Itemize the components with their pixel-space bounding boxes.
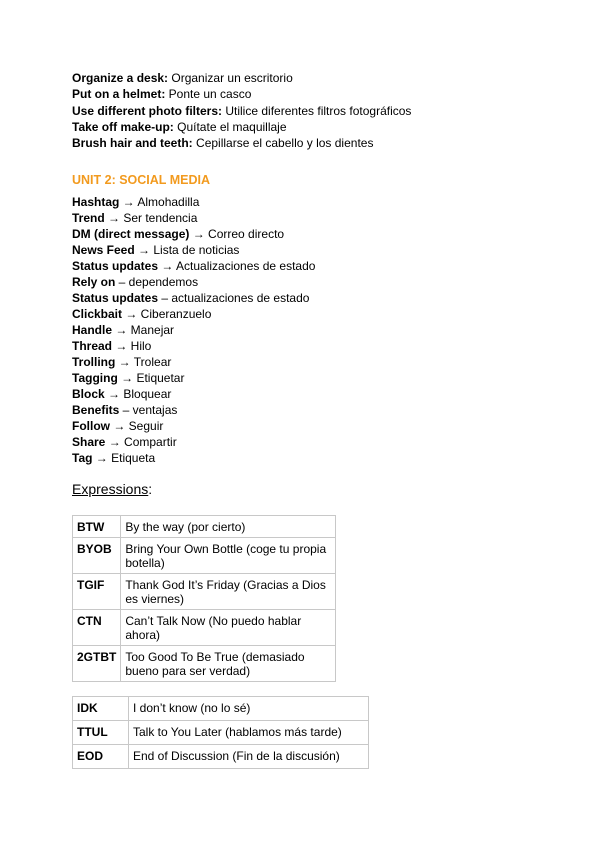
vocab-item — [72, 338, 552, 354]
abbr-cell: BTW — [73, 516, 121, 538]
document-page — [72, 70, 552, 769]
vocab-translation: → Trolear — [115, 355, 172, 370]
table-row — [73, 646, 336, 682]
table-row — [73, 610, 336, 646]
vocab-item — [72, 450, 552, 466]
vocab-translation: → Seguir — [110, 419, 164, 434]
vocab-translation: → Etiqueta — [92, 451, 156, 466]
meaning-cell: Talk to You Later (hablamos más tarde) — [129, 721, 369, 745]
vocab-term: Block — [72, 387, 105, 402]
expressions-title — [72, 480, 552, 498]
vocab-item — [72, 322, 552, 338]
vocab-item — [72, 370, 552, 386]
vocab-term: Organize a desk: — [72, 71, 169, 85]
vocab-item — [72, 210, 552, 226]
vocab-term: Take off make-up: — [72, 119, 174, 134]
vocab-translation: → Actualizaciones de estado — [158, 259, 316, 274]
vocab-item — [72, 242, 552, 258]
abbr-cell: TTUL — [73, 721, 129, 745]
vocab-translation: → Etiquetar — [117, 371, 185, 386]
vocab-translation: Cepillarse el cabello y los dientes — [192, 136, 374, 151]
meaning-cell: I don’t know (no lo sé) — [129, 697, 369, 721]
vocab-term: Status updates — [72, 291, 159, 306]
vocab-item — [72, 194, 552, 210]
vocab-list-unit1 — [72, 70, 552, 151]
vocab-item — [72, 434, 552, 450]
meaning-cell: Too Good To Be True (demasiado bueno para ser verdad) — [121, 646, 336, 682]
abbr-cell: TGIF — [73, 574, 121, 610]
vocab-item — [72, 402, 552, 418]
vocab-term: Use different photo filters: — [72, 103, 223, 118]
vocab-term: Put on a helmet: — [72, 87, 166, 102]
vocab-translation: → Ciberanzuelo — [122, 307, 212, 322]
vocab-term: Brush hair and teeth: — [72, 136, 193, 151]
abbr-cell: 2GTBT — [73, 646, 121, 682]
table-row — [73, 574, 336, 610]
vocab-term: Trend — [72, 211, 105, 226]
vocab-term: Follow — [72, 419, 110, 434]
meaning-cell: By the way (por cierto) — [121, 516, 336, 538]
vocab-item — [72, 386, 552, 402]
vocab-item — [72, 119, 552, 135]
vocab-translation: → Manejar — [112, 323, 175, 338]
table-row — [73, 745, 369, 769]
vocab-translation: → Almohadilla — [119, 195, 200, 210]
vocab-term: Share — [72, 435, 106, 450]
vocab-translation: → Compartir — [105, 435, 177, 450]
vocab-item — [72, 70, 552, 86]
vocab-translation: Ponte un casco — [165, 87, 252, 102]
meaning-cell: End of Discussion (Fin de la discusión) — [129, 745, 369, 769]
vocab-item — [72, 290, 552, 306]
vocab-item — [72, 354, 552, 370]
vocab-list-unit2 — [72, 194, 552, 466]
expressions-title-text: Expressions — [72, 481, 149, 498]
table-row — [73, 538, 336, 574]
vocab-translation: Organizar un escritorio — [168, 71, 293, 85]
unit2-heading: UNIT 2: SOCIAL MEDIA — [72, 173, 210, 188]
vocab-translation: → Lista de noticias — [134, 243, 240, 258]
vocab-translation: – actualizaciones de estado — [158, 291, 310, 306]
vocab-term: DM (direct message) — [72, 227, 190, 242]
abbr-cell: BYOB — [73, 538, 121, 574]
vocab-translation: – ventajas — [119, 403, 178, 418]
vocab-translation: Utilice diferentes filtros fotográficos — [222, 103, 412, 118]
vocab-term: Tagging — [72, 371, 118, 386]
vocab-term: Handle — [72, 323, 113, 338]
vocab-item — [72, 86, 552, 102]
vocab-translation: → Hilo — [112, 339, 152, 354]
vocab-item — [72, 274, 552, 290]
abbr-cell: CTN — [73, 610, 121, 646]
table-row — [73, 697, 369, 721]
table-row — [73, 516, 336, 538]
meaning-cell: Can’t Talk Now (No puedo hablar ahora) — [121, 610, 336, 646]
vocab-translation: → Ser tendencia — [104, 211, 198, 226]
vocab-item — [72, 306, 552, 322]
abbr-cell: IDK — [73, 697, 129, 721]
vocab-translation: Quítate el maquillaje — [173, 119, 287, 134]
vocab-term: Hashtag — [72, 195, 120, 210]
vocab-term: Status updates — [72, 259, 159, 274]
vocab-item — [72, 258, 552, 274]
meaning-cell: Thank God It’s Friday (Gracias a Dios es viernes) — [121, 574, 336, 610]
vocab-item — [72, 135, 552, 151]
expressions-title-colon: : — [148, 481, 153, 498]
vocab-translation: – dependemos — [115, 275, 199, 290]
vocab-term: Tag — [72, 451, 93, 466]
vocab-item — [72, 103, 552, 119]
abbr-cell: EOD — [73, 745, 129, 769]
meaning-cell: Bring Your Own Bottle (coge tu propia botella) — [121, 538, 336, 574]
vocab-item — [72, 226, 552, 242]
table-row — [73, 721, 369, 745]
expressions-table-2 — [72, 696, 369, 769]
vocab-term: Rely on — [72, 275, 116, 290]
vocab-term: News Feed — [72, 243, 135, 258]
vocab-term: Benefits — [72, 403, 120, 418]
vocab-translation: → Correo directo — [189, 227, 285, 242]
vocab-translation: → Bloquear — [104, 387, 172, 402]
expressions-table-1 — [72, 515, 336, 682]
vocab-term: Clickbait — [72, 307, 123, 322]
vocab-item — [72, 418, 552, 434]
vocab-term: Trolling — [72, 355, 116, 370]
vocab-term: Thread — [72, 339, 113, 354]
